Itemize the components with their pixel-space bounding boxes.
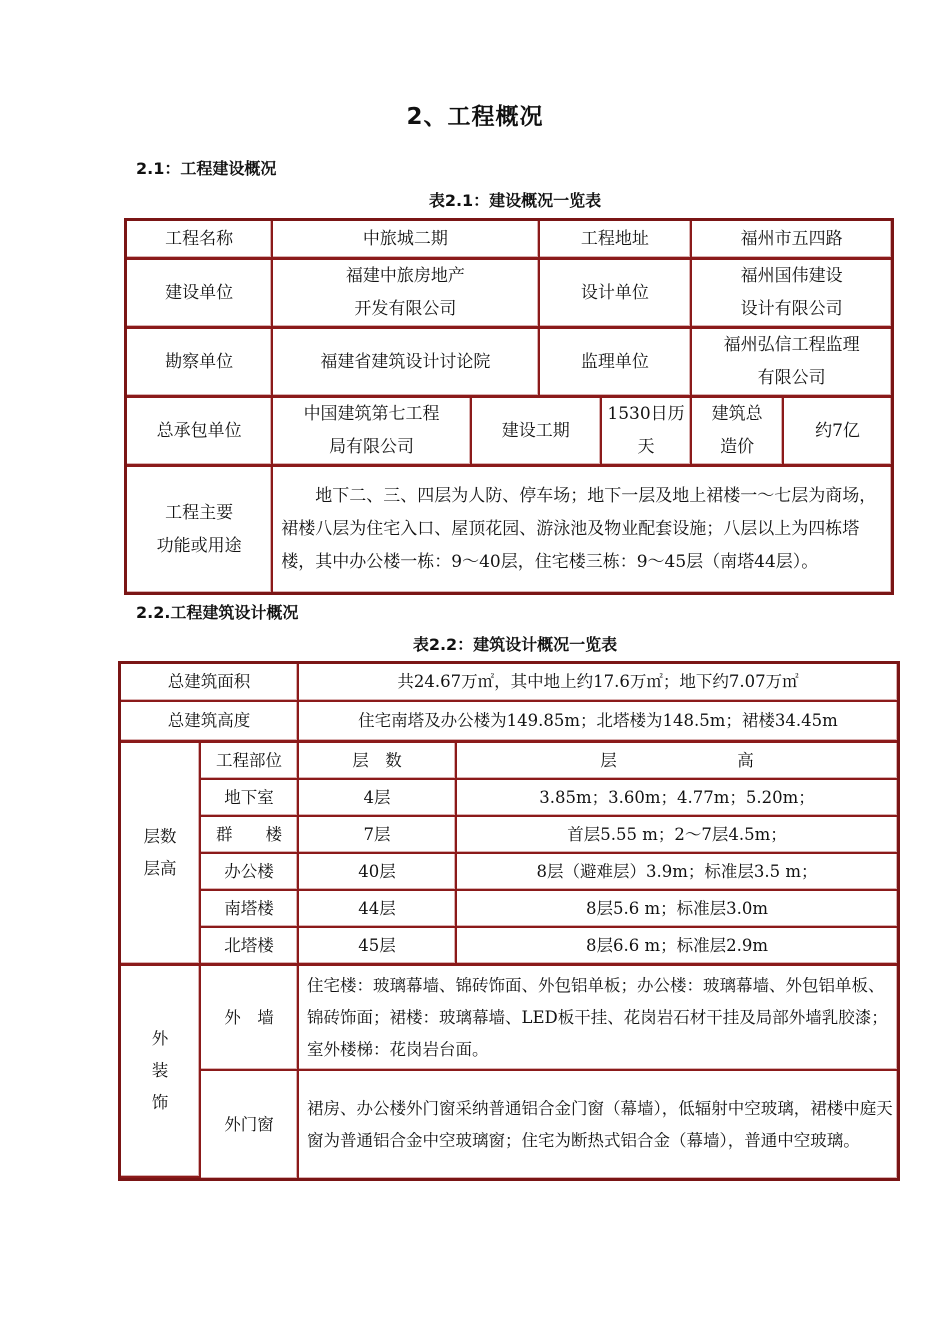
cell-value: 共24.67万㎡，其中地上约17.6万㎡；地下约7.07万㎡	[299, 664, 897, 702]
cell-line: 中国建筑第七工程	[303, 404, 440, 424]
page-title: 2、工程概况	[406, 104, 544, 130]
table-row	[121, 780, 897, 817]
cell-wall-value: 住宅楼：玻璃幕墙、锦砖饰面、外包铝单板；办公楼：玻璃幕墙、外包铝单板、锦砖饰面；裙楼：玻璃幕墙、LED板干挂、花岗岩石材干挂及局部外墙乳胶漆；室外楼梯：花岗岩台面。	[299, 966, 897, 1071]
table-construction-overview	[124, 218, 894, 595]
cell-label: 设计单位	[540, 260, 693, 329]
table-row	[121, 966, 897, 1071]
table-row	[121, 664, 897, 702]
cell-line: 局有限公司	[329, 437, 415, 457]
cell-count: 4层	[299, 780, 457, 817]
cell-line: 功能或用途	[156, 535, 242, 556]
table-caption-2-1: 表2.1：建设概况一览表	[428, 191, 602, 210]
cell-line: 有限公司	[757, 368, 826, 388]
cell-value: 约7亿	[784, 398, 891, 467]
cell-part: 外 墙	[201, 966, 299, 1071]
cell-line: 饰	[151, 1093, 169, 1112]
cell-line: 福州弘信工程监理	[723, 335, 860, 355]
column-header-part: 层	[600, 750, 617, 770]
cell-value: 1530日历天	[602, 398, 693, 467]
cell-value: 中旅城二期	[273, 221, 539, 260]
table-architecture-design	[118, 661, 900, 1181]
table-row	[127, 260, 891, 329]
cell-value-usage: 地下二、三、四层为人防、停车场；地下一层及地上裙楼一～七层为商场，裙楼八层为住宅入口、屋顶花园、游泳池及物业配套设施；八层以上为四栋塔楼，其中办公楼一栋：9～40层，住宅楼三栋：9～45层（南塔44层）。	[273, 467, 891, 592]
table-row	[127, 329, 891, 398]
cell-label: 总建筑高度	[121, 702, 299, 743]
table-row	[127, 398, 891, 467]
cell-value: 福建省建筑设计讨论院	[273, 329, 539, 398]
cell-part: 南塔楼	[201, 891, 299, 928]
cell-line: 工程主要	[165, 502, 234, 523]
table-row	[121, 854, 897, 891]
table-row	[127, 467, 891, 592]
cell-label: 工程地址	[540, 221, 693, 260]
table-row	[121, 743, 897, 780]
column-header-part: 高	[737, 750, 754, 770]
cell-label: 总承包单位	[127, 398, 273, 467]
cell-height: 3.85m；3.60m；4.77m；5.20m；	[457, 780, 897, 817]
table-row	[121, 891, 897, 928]
cell-count: 44层	[299, 891, 457, 928]
cell-line: 层高	[143, 859, 177, 878]
cell-line: 设计有限公司	[740, 299, 843, 319]
cell-height: 首层5.55 m；2～7层4.5m；	[457, 817, 897, 854]
cell-count: 7层	[299, 817, 457, 854]
cell-height: 8层6.6 m；标准层2.9m	[457, 928, 897, 966]
cell-value	[273, 398, 472, 467]
cell-part: 办公楼	[201, 854, 299, 891]
cell-height: 8层5.6 m；标准层3.0m	[457, 891, 897, 928]
cell-group-label	[121, 966, 201, 1178]
cell-window-value: 裙房、办公楼外门窗采纳普通铝合金门窗（幕墙），低辐射中空玻璃，裙楼中庭天窗为普通铝合金中空玻璃窗；住宅为断热式铝合金（幕墙），普通中空玻璃。	[299, 1071, 897, 1178]
column-header: 层 数	[299, 743, 457, 780]
cell-value: 住宅南塔及办公楼为149.85m；北塔楼为148.5m；裙楼34.45m	[299, 702, 897, 743]
cell-count: 45层	[299, 928, 457, 966]
cell-line: 装	[151, 1061, 169, 1080]
cell-line: 开发有限公司	[354, 299, 457, 319]
table-row	[121, 1071, 897, 1178]
section-heading-2-2: 2.2.工程建筑设计概况	[136, 603, 299, 622]
column-header	[457, 743, 897, 780]
table-caption-2-2: 表2.2：建筑设计概况一览表	[412, 635, 618, 654]
cell-label: 工程名称	[127, 221, 273, 260]
cell-label: 建设单位	[127, 260, 273, 329]
section-heading-2-1: 2.1：工程建设概况	[136, 159, 277, 178]
cell-label: 总建筑面积	[121, 664, 299, 702]
cell-line: 福建中旅房地产	[345, 266, 465, 286]
cell-label: 监理单位	[540, 329, 693, 398]
cell-label	[692, 398, 784, 467]
cell-count: 40层	[299, 854, 457, 891]
table-row	[121, 702, 897, 743]
cell-line: 外	[151, 1029, 169, 1048]
column-header: 工程部位	[201, 743, 299, 780]
table-row	[127, 221, 891, 260]
cell-value	[692, 260, 891, 329]
cell-part: 地下室	[201, 780, 299, 817]
table-row	[121, 817, 897, 854]
cell-value	[273, 260, 539, 329]
cell-label: 建设工期	[472, 398, 602, 467]
table-row	[121, 928, 897, 966]
cell-value: 福州市五四路	[692, 221, 891, 260]
cell-line: 建筑总	[711, 404, 763, 424]
cell-line: 福州国伟建设	[740, 266, 843, 286]
cell-part: 北塔楼	[201, 928, 299, 966]
cell-line: 造价	[720, 437, 755, 457]
cell-line: 层数	[143, 827, 177, 846]
cell-part: 群 楼	[201, 817, 299, 854]
cell-label: 勘察单位	[127, 329, 273, 398]
cell-label	[127, 467, 273, 592]
cell-height: 8层（避难层）3.9m；标准层3.5 m；	[457, 854, 897, 891]
cell-group-label	[121, 743, 201, 966]
cell-part: 外门窗	[201, 1071, 299, 1178]
cell-value	[692, 329, 891, 398]
